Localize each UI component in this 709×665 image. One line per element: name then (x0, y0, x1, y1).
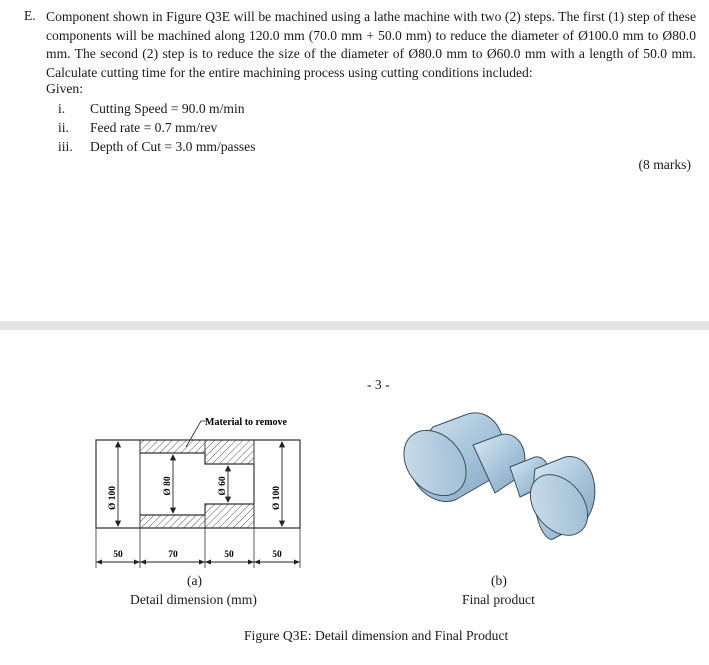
dim-label-d4: Ø 100 (272, 485, 282, 511)
page-number: - 3 - (367, 377, 390, 392)
given-item (58, 137, 256, 156)
detail-dimension-drawing (0, 400, 320, 575)
given-item-text: Cutting Speed = 90.0 m/min (90, 101, 245, 116)
given-item (58, 118, 256, 137)
hatch-region (205, 440, 254, 464)
callout-label: Material to remove (205, 417, 287, 428)
figure-b-label: (b) (491, 573, 507, 588)
given-item-text: Feed rate = 0.7 mm/rev (90, 120, 218, 135)
length-label-l4: 50 (272, 550, 282, 560)
given-item-num: ii. (58, 120, 69, 135)
hatch-region (140, 515, 205, 528)
length-label-l2: 70 (168, 550, 178, 560)
hatch-region (205, 504, 254, 528)
given-item (58, 99, 256, 118)
figure-a-caption: Detail dimension (mm) (130, 592, 257, 607)
page-separator (0, 321, 709, 330)
final-product-render (395, 405, 605, 565)
hatch-region (140, 440, 205, 453)
figure-title: Figure Q3E: Detail dimension and Final Product (244, 628, 509, 643)
given-item-num: iii. (58, 139, 73, 154)
given-title: Given: (46, 81, 83, 96)
question-letter: E. (24, 8, 36, 23)
dim-label-d1: Ø 100 (108, 485, 118, 511)
question-text: Component shown in Figure Q3E will be machined using a lathe machine with two (2) steps. The first (1) step of these components will be machined along 120.0 mm (70.0 mm + 50.0 mm) to reduce the diameter of Ø100.0 mm to Ø80.0 mm. The second (2) step is to reduce the size of the diameter of Ø80.0 mm to Ø60.0 mm with a length of 50.0 mm. Calculate cutting time for the entire machining process using cutting conditions included: (46, 9, 696, 80)
dim-label-d3: Ø 60 (218, 476, 228, 496)
dim-label-d2: Ø 80 (163, 476, 173, 496)
given-item-text: Depth of Cut = 3.0 mm/passes (90, 139, 256, 154)
given-list (58, 99, 256, 156)
figure-b-caption: Final product (462, 592, 535, 607)
given-item-num: i. (58, 101, 66, 116)
figure-a-label: (a) (187, 573, 203, 588)
marks-label: (8 marks) (638, 157, 691, 172)
length-label-l1: 50 (113, 550, 123, 560)
length-label-l3: 50 (224, 550, 234, 560)
